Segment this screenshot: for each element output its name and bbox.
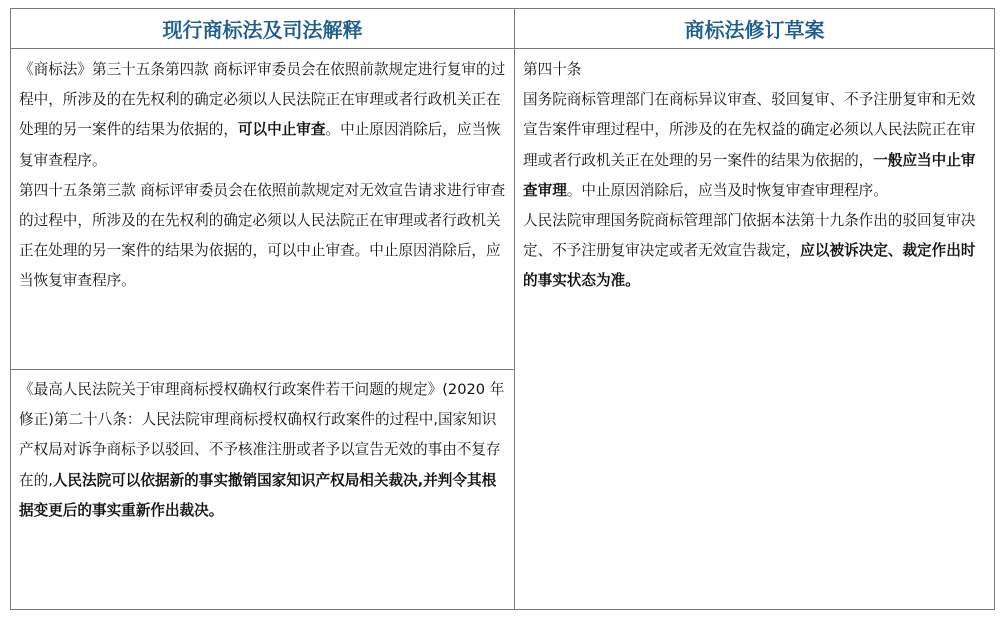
header-current-law: 现行商标法及司法解释 <box>11 9 515 49</box>
cell-judicial-interpretation <box>11 370 515 609</box>
article-45-paragraph: 第四十五条第三款 商标评审委员会在依照前款规定对无效宣告请求进行审查的过程中，所涉及的在先权利的确定必须以人民法院正在审理或者行政机关正在处理的另一案件的结果为依据的，可以中止审查。中止原因消除后，应当恢复审查程序。 <box>19 181 506 290</box>
cell-draft-article-40 <box>515 49 994 609</box>
article-35-bold: 可以中止审查 <box>237 121 326 139</box>
draft-paragraph-2: 人民法院审理国务院商标管理部门依据本法第十九条作出的驳回复审决定、不予注册复审决定或者无效宣告裁定，应以被诉决定、裁定作出时的事实状态为准。 <box>523 212 976 290</box>
draft-paragraph-1-bold: 一般应当中止审查审理 <box>523 151 976 199</box>
article-35-paragraph: 《商标法》第三十五条第四款 商标评审委员会在依照前款规定进行复审的过程中，所涉及的在先权利的确定必须以人民法院正在审理或者行政机关正在处理的另一案件的结果为依据的，可以中止审查。中止原因消除后，应当恢复审查程序。 <box>19 61 506 169</box>
cell-current-law-articles <box>11 49 515 370</box>
draft-paragraph-1: 国务院商标管理部门在商标异议审查、驳回复审、不予注册复审和无效宣告案件审理过程中，所涉及的在先权益的确定必须以人民法院正在审理或者行政机关正在处理的另一案件的结果为依据的，一般应当中止审查审理。中止原因消除后，应当及时恢复审查审理程序。 <box>523 91 976 199</box>
header-draft-amendment: 商标法修订草案 <box>515 9 994 49</box>
comparison-table <box>10 8 995 610</box>
spc-rule-paragraph: 《最高人民法院关于审理商标授权确权行政案件若干问题的规定》(2020 年修正)第二十八条：人民法院审理商标授权确权行政案件的过程中,国家知识产权局对诉争商标予以驳回、不予核准注册或者予以宣告无效的事由不复存在的,人民法院可以依据新的事实撤销国家知识产权局相关裁决,并判令其根据变更后的事实重新作出裁决。 <box>19 381 505 519</box>
draft-paragraph-2-bold: 应以被诉决定、裁定作出时的事实状态为准。 <box>523 242 976 290</box>
spc-rule-bold: 人民法院可以依据新的事实撤销国家知识产权局相关裁决,并判令其根据变更后的事实重新作出裁决。 <box>19 471 497 519</box>
draft-article-title: 第四十条 <box>523 61 582 78</box>
